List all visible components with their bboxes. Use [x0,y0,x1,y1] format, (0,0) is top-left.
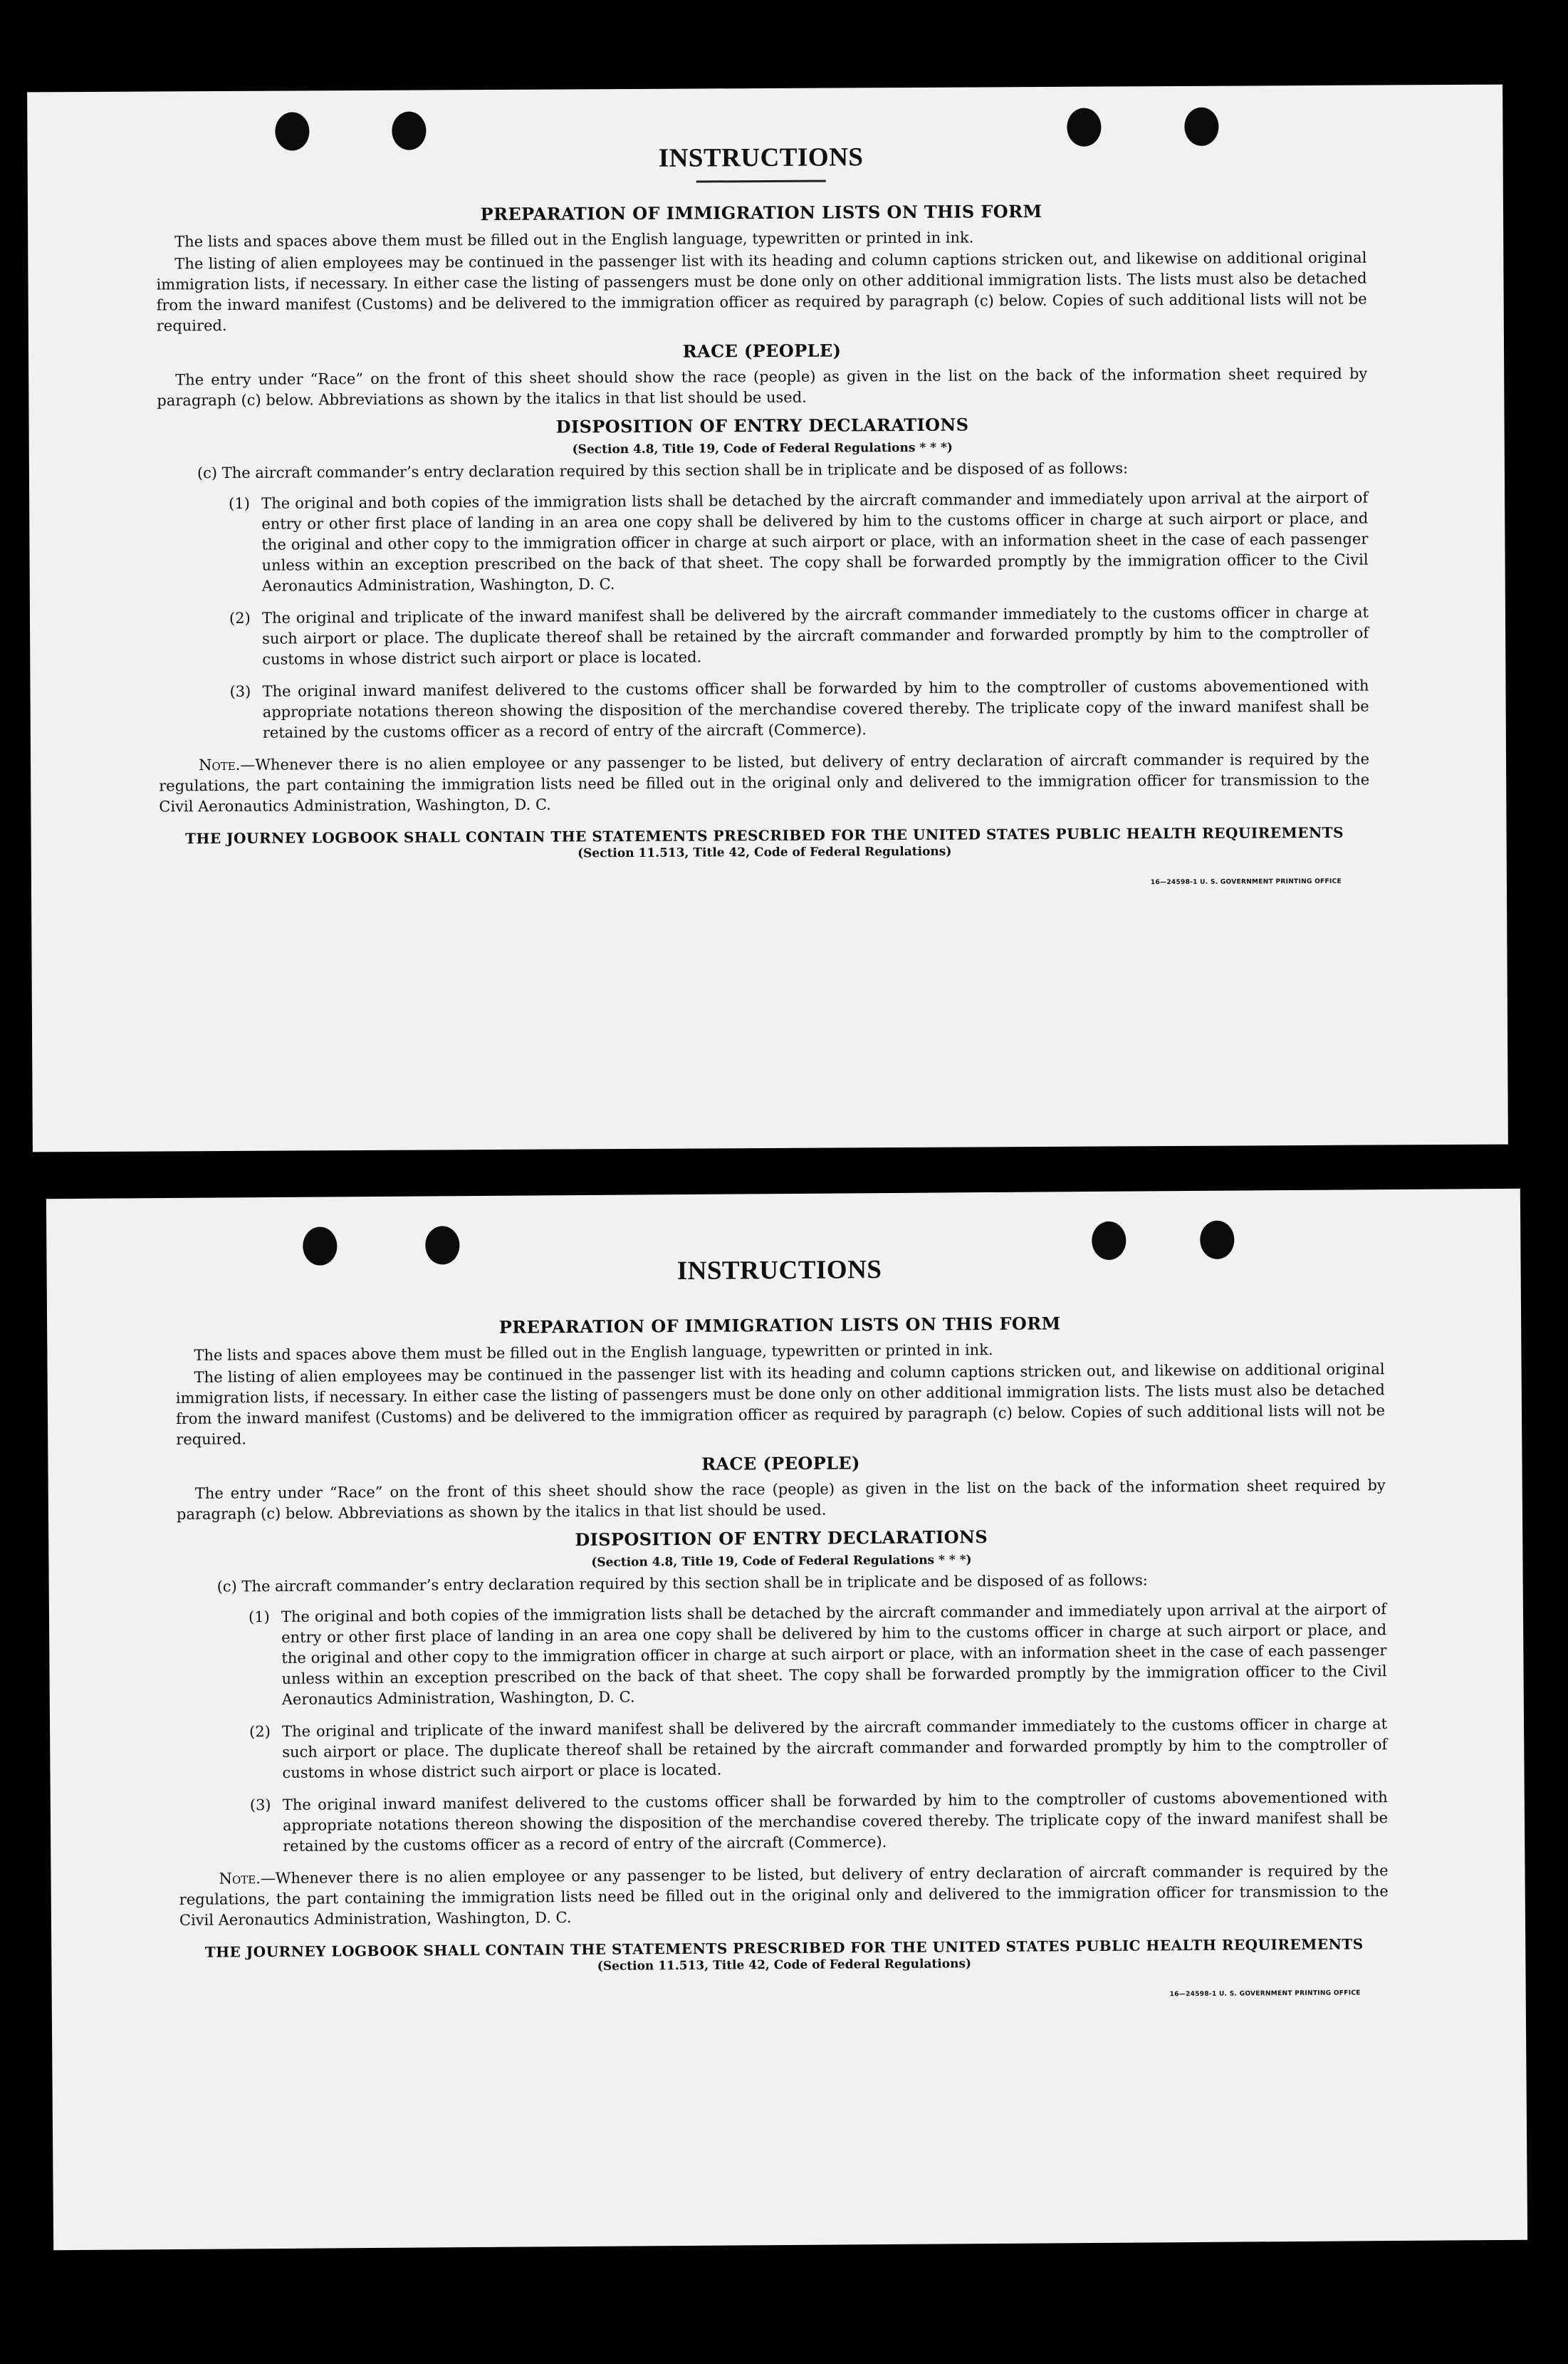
paragraph-lists: The lists and spaces above them must be filled out in the English language, typewritten or printed in ink. [174,229,974,251]
item-text: The original and both copies of the immigration lists shall be detached by the aircraft commander and immediately upon arrival at the airport of entry or other first place of landing in an area one copy shall be delivered by him to the customs officer in charge at such airport or place, and the original and other copy to the immigration officer in charge at such airport or place, with an information sheet in the case of each passenger unless within an exception prescribed on the back of that sheet. The copy shall be forwarded promptly by the immigration officer to the Civil Aeronautics Administration, Washington, D. C. [261,489,1369,595]
printer-imprint: 16—24598-1 U. S. GOVERNMENT PRINTING OFFICE [1169,1989,1361,1999]
item-number: (2) [249,1723,271,1741]
note-text: —Whenever there is no alien employee or any passenger to be listed, but delivery of entry declaration of aircraft commander is required by the regulations, the part containing the immigration lists need be filled out in the original only and delivered to the immigration officer for transmission to the Civil Aeronautics Administration, Washington, D. C. [159,750,1370,816]
section-heading-disposition: DISPOSITION OF ENTRY DECLARATIONS [555,414,969,437]
item-text: The original inward manifest delivered to the customs officer shall be forwarded by him to the comptroller of customs abovementioned with appropriate notations thereon showing the disposition of the merchandise covered thereby. The triplicate copy of the inward manifest shall be retained by the customs officer as a record of entry of the aircraft (Commerce). [262,677,1369,741]
item-text: The original and triplicate of the inward manifest shall be delivered by the aircraft commander immediately to the customs officer in charge at such airport or place. The duplicate thereof shall be retained by the aircraft commander and forwarded promptly by him to the comptroller of customs in whose district such airport or place is located. [261,603,1369,668]
section-citation: (Section 4.8, Title 19, Code of Federal Regulations * * *) [591,1553,972,1570]
item-text: The original and both copies of the immigration lists shall be detached by the aircraft commander and immediately upon arrival at the airport of entry or other first place of landing in an area one copy shall be delivered by him to the customs officer in charge at such airport or place, and the original and other copy to the immigration officer in charge at such airport or place, with an information sheet in the case of each passenger unless within an exception prescribed on the back of that sheet. The copy shall be forwarded promptly by the immigration officer to the Civil Aeronautics Administration, Washington, D. C. [281,1600,1387,1708]
sheet-title: INSTRUCTIONS [658,142,864,173]
section-heading-preparation: PREPARATION OF IMMIGRATION LISTS ON THIS FORM [480,200,1042,225]
list-item [249,1714,1388,1784]
list-item [229,488,1369,597]
note-text: —Whenever there is no alien employee or any passenger to be listed, but delivery of entry declaration of aircraft commander is required by the regulations, the part containing the immigration lists need be filled out in the original only and delivered to the immigration officer for transmission to the Civil Aeronautics Administration, Washington, D. C. [179,1862,1389,1929]
instruction-sheet-1 [27,85,1508,1152]
section-citation: (Section 4.8, Title 19, Code of Federal Regulations * * *) [572,440,953,457]
title-rule [696,180,826,183]
printer-imprint: 16—24598-1 U. S. GOVERNMENT PRINTING OFFICE [1150,878,1342,887]
list-item [249,1599,1387,1710]
paragraph-alien-employees: The listing of alien employees may be continued in the passenger list with its heading and column captions stricken out, and likewise on additional original immigration lists, if necessary. In either case the listing of passengers must be done only on other additional immigration lists. The lists must also be detached from the inward manifest (Customs) and be delivered to the immigration officer as required by paragraph (c) below. Copies of such additional lists will not be required. [156,249,1367,335]
section-heading-race: RACE (PEOPLE) [682,340,842,362]
list-item [250,1787,1389,1857]
instruction-sheet-2 [46,1189,1527,2250]
sheet-title: INSTRUCTIONS [676,1255,882,1286]
note-label: Note. [199,756,241,774]
item-number: (3) [249,1796,271,1814]
section-heading-preparation: PREPARATION OF IMMIGRATION LISTS ON THIS FORM [498,1313,1061,1338]
paragraph-lists: The lists and spaces above them must be filled out in the English language, typewritten or printed in ink. [194,1340,993,1364]
item-number: (2) [229,609,251,627]
journey-citation: (Section 11.513, Title 42, Code of Federal Regulations) [597,1957,972,1974]
list-item [229,676,1369,744]
paragraph-alien-employees: The listing of alien employees may be continued in the passenger list with its heading and column captions stricken out, and likewise on additional original immigration lists, if necessary. In either case the listing of passengers must be done only on other additional immigration lists. The lists must also be detached from the inward manifest (Customs) and be delivered to the immigration officer as required by paragraph (c) below. Copies of such additional lists will not be required. [175,1360,1386,1448]
list-item [229,603,1369,670]
paragraph-race: The entry under “Race” on the front of this sheet should show the race (people) as given in the list on the back of the information sheet required by paragraph (c) below. Abbreviations as shown by the italics in that list should be used. [157,365,1368,410]
item-text: The original inward manifest delivered to the customs officer shall be forwarded by him to the comptroller of customs abovementioned with appropriate notations thereon showing the disposition of the merchandise covered thereby. The triplicate copy of the inward manifest shall be retained by the customs officer as a record of entry of the aircraft (Commerce). [282,1788,1389,1855]
journey-logbook-statement: THE JOURNEY LOGBOOK SHALL CONTAIN THE STATEMENTS PRESCRIBED FOR THE UNITED STATES PUBLIC HEALTH REQUIREMENTS [185,823,1344,848]
section-heading-race: RACE (PEOPLE) [701,1452,860,1474]
item-number: (3) [229,682,251,700]
note-paragraph [179,1860,1389,1931]
paragraph-entry-declaration: (c) The aircraft commander’s entry declaration required by this section shall be in triplicate and be disposed of as follows: [197,459,1129,482]
paragraph-entry-declaration: (c) The aircraft commander’s entry declaration required by this section shall be in triplicate and be disposed of as follows: [216,1571,1148,1595]
item-text: The original and triplicate of the inward manifest shall be delivered by the aircraft commander immediately to the customs officer in charge at such airport or place. The duplicate thereof shall be retained by the aircraft commander and forwarded promptly by him to the comptroller of customs in whose district such airport or place is located. [282,1715,1388,1781]
note-label: Note. [219,1870,261,1887]
item-number: (1) [248,1608,270,1626]
paragraph-race: The entry under “Race” on the front of this sheet should show the race (people) as given in the list on the back of the information sheet required by paragraph (c) below. Abbreviations as shown by the italics in that list should be used. [176,1477,1386,1523]
journey-logbook-statement: THE JOURNEY LOGBOOK SHALL CONTAIN THE STATEMENTS PRESCRIBED FOR THE UNITED STATES PUBLIC HEALTH REQUIREMENTS [204,1935,1364,1961]
item-number: (1) [229,494,250,512]
section-heading-disposition: DISPOSITION OF ENTRY DECLARATIONS [575,1526,988,1551]
journey-citation: (Section 11.513, Title 42, Code of Federal Regulations) [577,844,952,861]
note-paragraph [159,749,1369,818]
